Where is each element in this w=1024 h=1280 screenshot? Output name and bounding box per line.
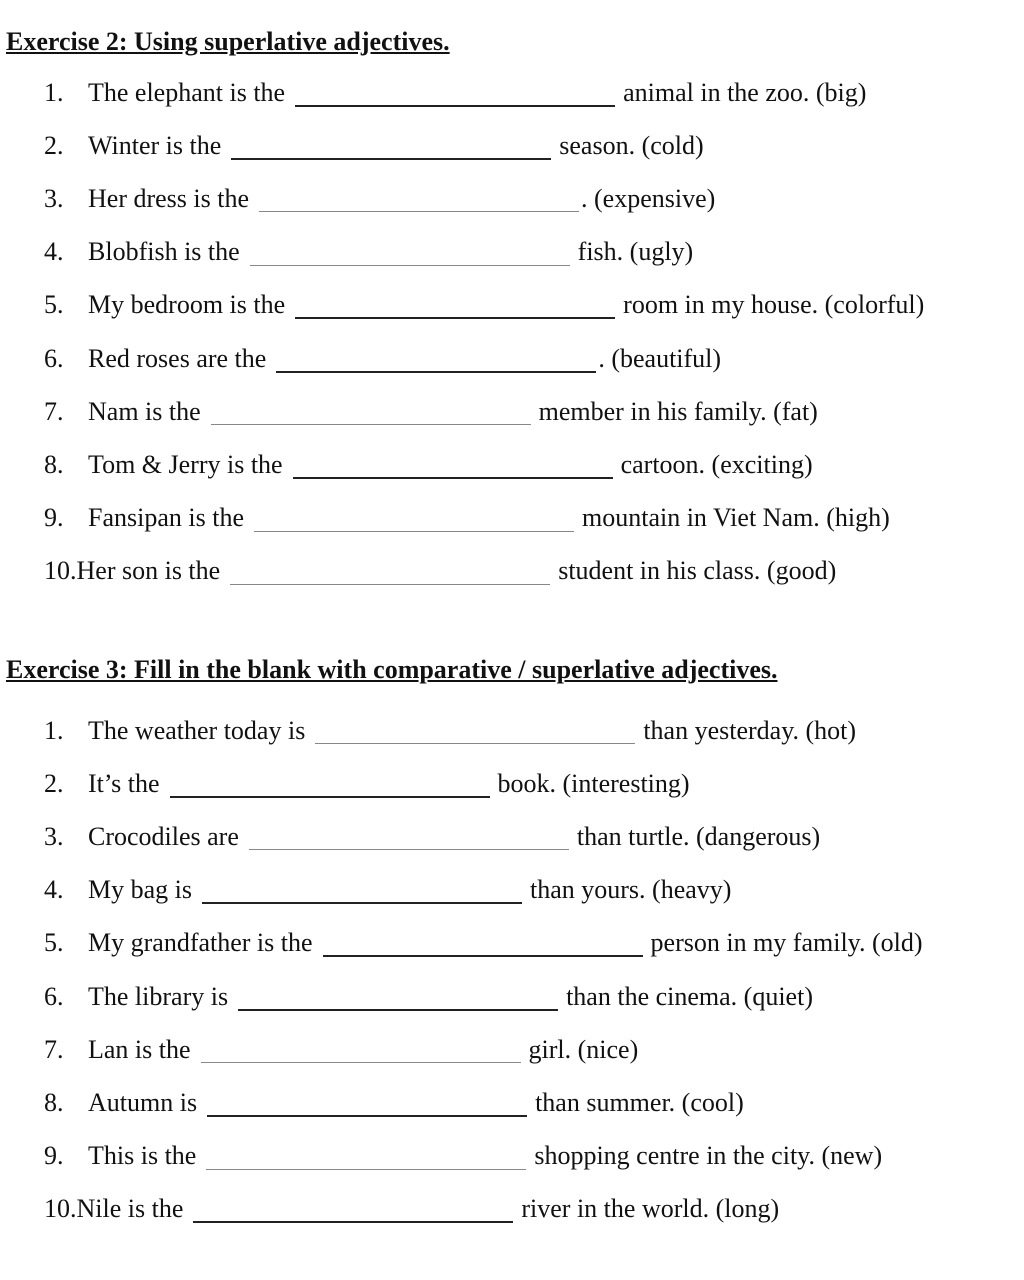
exercise-3-item-8 [0, 1076, 1024, 1129]
item-prompt: Tom & Jerry is the [88, 449, 283, 479]
item-hint: animal in the zoo. (big) [623, 77, 867, 107]
item-hint: season. (cold) [559, 130, 704, 160]
answer-blank[interactable] [231, 136, 551, 160]
item-number: 4. [44, 237, 64, 267]
item-number: 2. [44, 768, 64, 798]
answer-blank[interactable] [295, 295, 615, 319]
answer-blank[interactable] [293, 455, 613, 479]
item-prompt: The library is [88, 981, 229, 1011]
item-number: 1. [44, 715, 64, 745]
item-hint: book. (interesting) [497, 768, 690, 798]
item-hint: than turtle. (dangerous) [576, 821, 821, 851]
item-number: 8. [44, 449, 64, 479]
answer-blank[interactable] [230, 562, 550, 585]
item-hint: mountain in Viet Nam. (high) [582, 503, 890, 533]
item-prompt: Autumn is [88, 1087, 198, 1117]
answer-blank[interactable] [295, 83, 615, 107]
item-number: 7. [44, 396, 64, 426]
item-prompt: Nam is the [88, 396, 201, 426]
exercise-2-item-7 [0, 385, 1024, 438]
answer-blank[interactable] [211, 402, 531, 425]
item-prompt: The weather today is [88, 715, 306, 745]
item-number: 3. [44, 183, 64, 213]
item-hint: than the cinema. (quiet) [566, 981, 813, 1011]
item-prompt: Lan is the [88, 1034, 191, 1064]
answer-blank[interactable] [206, 1147, 526, 1170]
exercise-2-item-1 [0, 66, 1024, 119]
item-number: 10. [44, 556, 77, 586]
exercise-2-list [0, 66, 1024, 598]
item-hint: room in my house. (colorful) [623, 290, 925, 320]
item-prompt: My grandfather is the [88, 928, 313, 958]
item-prompt: Blobfish is the [88, 237, 240, 267]
exercise-2-item-2 [0, 119, 1024, 172]
exercise-3-list [0, 704, 1024, 1236]
item-prompt: Winter is the [88, 130, 222, 160]
item-number: 1. [44, 77, 64, 107]
exercise-3-item-7 [0, 1023, 1024, 1076]
item-hint: than yours. (heavy) [530, 875, 732, 905]
exercise-3-item-4 [0, 864, 1024, 917]
item-hint: than summer. (cool) [535, 1087, 744, 1117]
exercise-3-item-5 [0, 917, 1024, 970]
exercise-2-item-8 [0, 438, 1024, 491]
exercise-3-item-6 [0, 970, 1024, 1023]
item-prompt: Red roses are the [88, 343, 267, 373]
exercise-3-item-1 [0, 704, 1024, 757]
item-hint: girl. (nice) [528, 1034, 639, 1064]
item-hint: shopping centre in the city. (new) [534, 1141, 883, 1171]
exercise-3-item-10 [0, 1183, 1024, 1236]
item-prompt: Her dress is the [88, 183, 250, 213]
exercise-3-title: Exercise 3: Fill in the blank with comparative / superlative adjectives. [6, 655, 778, 684]
exercise-3-item-3 [0, 810, 1024, 863]
answer-blank[interactable] [259, 189, 579, 212]
item-prompt: Crocodiles are [88, 821, 239, 851]
answer-blank[interactable] [323, 933, 643, 957]
answer-blank[interactable] [170, 774, 490, 798]
answer-blank[interactable] [249, 827, 569, 850]
item-number: 6. [44, 343, 64, 373]
exercise-2-item-4 [0, 226, 1024, 279]
exercise-3-item-2 [0, 757, 1024, 810]
item-hint: fish. (ugly) [577, 237, 694, 267]
exercise-2-title: Exercise 2: Using superlative adjectives. [6, 27, 450, 56]
exercise-3-item-9 [0, 1130, 1024, 1183]
item-number: 9. [44, 503, 64, 533]
item-number: 9. [44, 1141, 64, 1171]
item-number: 5. [44, 928, 64, 958]
item-hint: cartoon. (exciting) [620, 449, 813, 479]
exercise-2-item-9 [0, 492, 1024, 545]
item-number: 5. [44, 290, 64, 320]
item-prompt: Nile is the [76, 1194, 184, 1224]
item-number: 2. [44, 130, 64, 160]
item-hint: river in the world. (long) [521, 1194, 780, 1224]
exercise-2-item-5 [0, 279, 1024, 332]
answer-blank[interactable] [238, 987, 558, 1011]
item-hint: person in my family. (old) [650, 928, 923, 958]
item-hint: . (expensive) [581, 183, 716, 213]
item-number: 4. [44, 875, 64, 905]
answer-blank[interactable] [276, 349, 596, 373]
item-hint: member in his family. (fat) [538, 396, 818, 426]
item-number: 7. [44, 1034, 64, 1064]
exercise-2-item-10 [0, 545, 1024, 598]
item-number: 3. [44, 821, 64, 851]
answer-blank[interactable] [201, 1040, 521, 1063]
exercise-2-item-3 [0, 172, 1024, 225]
answer-blank[interactable] [315, 721, 635, 744]
exercise-2-item-6 [0, 332, 1024, 385]
item-number: 8. [44, 1087, 64, 1117]
item-prompt: My bag is [88, 875, 192, 905]
answer-blank[interactable] [254, 509, 574, 532]
item-hint: . (beautiful) [598, 343, 722, 373]
answer-blank[interactable] [202, 880, 522, 904]
item-prompt: Her son is the [76, 556, 221, 586]
item-prompt: Fansipan is the [88, 503, 244, 533]
item-number: 10. [44, 1194, 77, 1224]
item-prompt: This is the [88, 1141, 197, 1171]
item-hint: student in his class. (good) [558, 556, 837, 586]
item-prompt: My bedroom is the [88, 290, 286, 320]
item-hint: than yesterday. (hot) [643, 715, 857, 745]
answer-blank[interactable] [193, 1199, 513, 1223]
item-prompt: It’s the [88, 768, 160, 798]
answer-blank[interactable] [250, 243, 570, 266]
answer-blank[interactable] [207, 1093, 527, 1117]
item-number: 6. [44, 981, 64, 1011]
item-prompt: The elephant is the [88, 77, 286, 107]
